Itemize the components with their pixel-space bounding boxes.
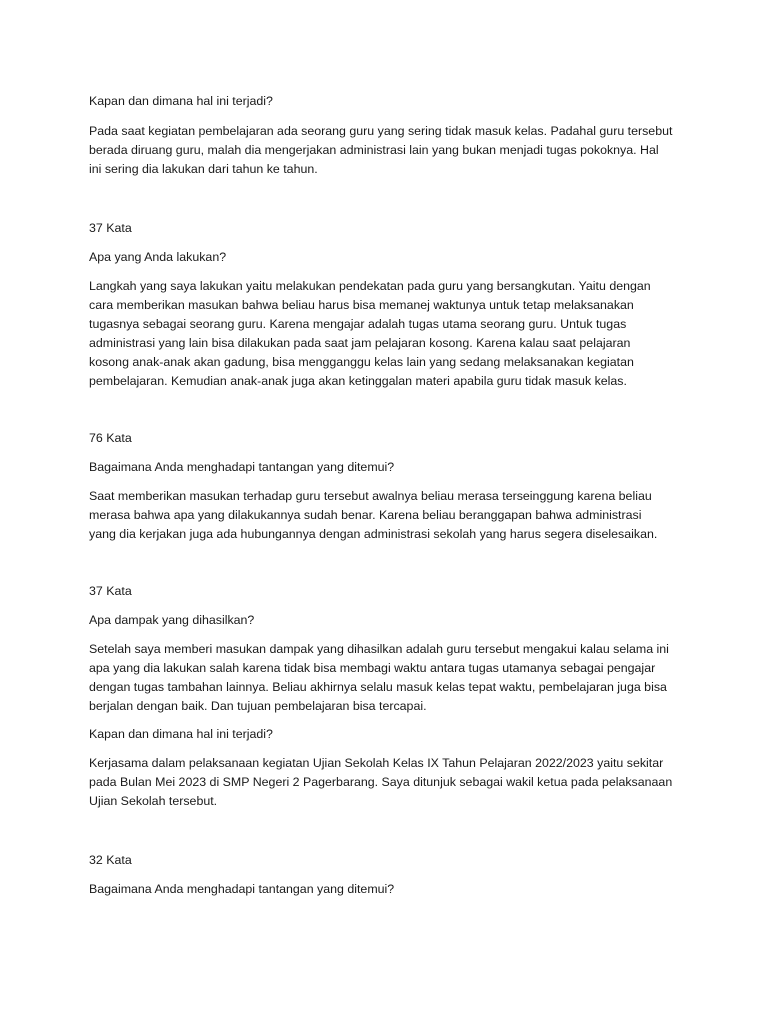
text-line: merasa bahwa apa yang dilakukannya sudah benar. Karena beliau beranggapan bahwa administrasi (89, 508, 642, 522)
question-heading: Apa yang Anda lakukan? (89, 250, 227, 264)
question-heading: Apa dampak yang dihasilkan? (89, 613, 255, 627)
text-line: Kerjasama dalam pelaksanaan kegiatan Ujian Sekolah Kelas IX Tahun Pelajaran 2022/2023 yaitu sekitar (89, 756, 664, 770)
text-line: pada Bulan Mei 2023 di SMP Negeri 2 Pagerbarang. Saya ditunjuk sebagai wakil ketua pada pelaksanaan (89, 775, 673, 789)
text-line: ini sering dia lakukan dari tahun ke tahun. (89, 162, 318, 176)
text-line: apa yang dia lakukan salah karena tidak bisa membagi waktu antara tugas utamanya sebagai pengajar (89, 661, 656, 675)
text-line: Ujian Sekolah tersebut. (89, 794, 218, 808)
text-line: administrasi yang lain bisa dilakukan pada saat jam pelajaran kosong. Karena kalau saat pelajaran (89, 336, 631, 350)
text-line: berjalan dengan baik. Dan tujuan pembelajaran bisa tercapai. (89, 699, 427, 713)
text-line: cara memberikan masukan bahwa beliau harus bisa memanej waktunya untuk tetap melaksanakan (89, 298, 634, 312)
text-line: dengan tugas tambahan lainnya. Beliau akhirnya selalu masuk kelas tepat waktu, pembelajaran juga bisa (89, 680, 667, 694)
word-count: 37 Kata (89, 584, 132, 598)
question-heading: Kapan dan dimana hal ini terjadi? (89, 94, 273, 108)
word-count: 37 Kata (89, 221, 132, 235)
text-line: yang dia kerjakan juga ada hubungannya dengan administrasi sekolah yang harus segera diselesaikan. (89, 527, 658, 541)
text-line: kosong anak-anak akan gadung, bisa mengganggu kelas lain yang sedang melaksanakan kegiatan (89, 355, 634, 369)
question-heading: Bagaimana Anda menghadapi tantangan yang ditemui? (89, 460, 395, 474)
word-count: 32 Kata (89, 853, 132, 867)
text-line: Langkah yang saya lakukan yaitu melakukan pendekatan pada guru yang bersangkutan. Yaitu dengan (89, 279, 651, 293)
text-line: tugasnya sebagai seorang guru. Karena mengajar adalah tugas utama seorang guru. Untuk tugas (89, 317, 627, 331)
text-line: pembelajaran. Kemudian anak-anak juga akan ketinggalan materi apabila guru tidak masuk kelas. (89, 374, 627, 388)
text-line: Saat memberikan masukan terhadap guru tersebut awalnya beliau merasa terseinggung karena beliau (89, 489, 652, 503)
text-line: berada diruang guru, malah dia mengerjakan administrasi lain yang bukan menjadi tugas pokoknya. Hal (89, 143, 659, 157)
answer-paragraph (89, 640, 679, 716)
text-line: Pada saat kegiatan pembelajaran ada seorang guru yang sering tidak masuk kelas. Padahal guru tersebut (89, 124, 673, 138)
answer-paragraph (89, 754, 679, 811)
question-heading: Kapan dan dimana hal ini terjadi? (89, 727, 273, 741)
word-count: 76 Kata (89, 431, 132, 445)
answer-paragraph (89, 487, 679, 544)
answer-paragraph (89, 122, 679, 179)
question-heading: Bagaimana Anda menghadapi tantangan yang ditemui? (89, 882, 395, 896)
text-line: Setelah saya memberi masukan dampak yang dihasilkan adalah guru tersebut mengakui kalau selama ini (89, 642, 669, 656)
answer-paragraph (89, 277, 679, 391)
